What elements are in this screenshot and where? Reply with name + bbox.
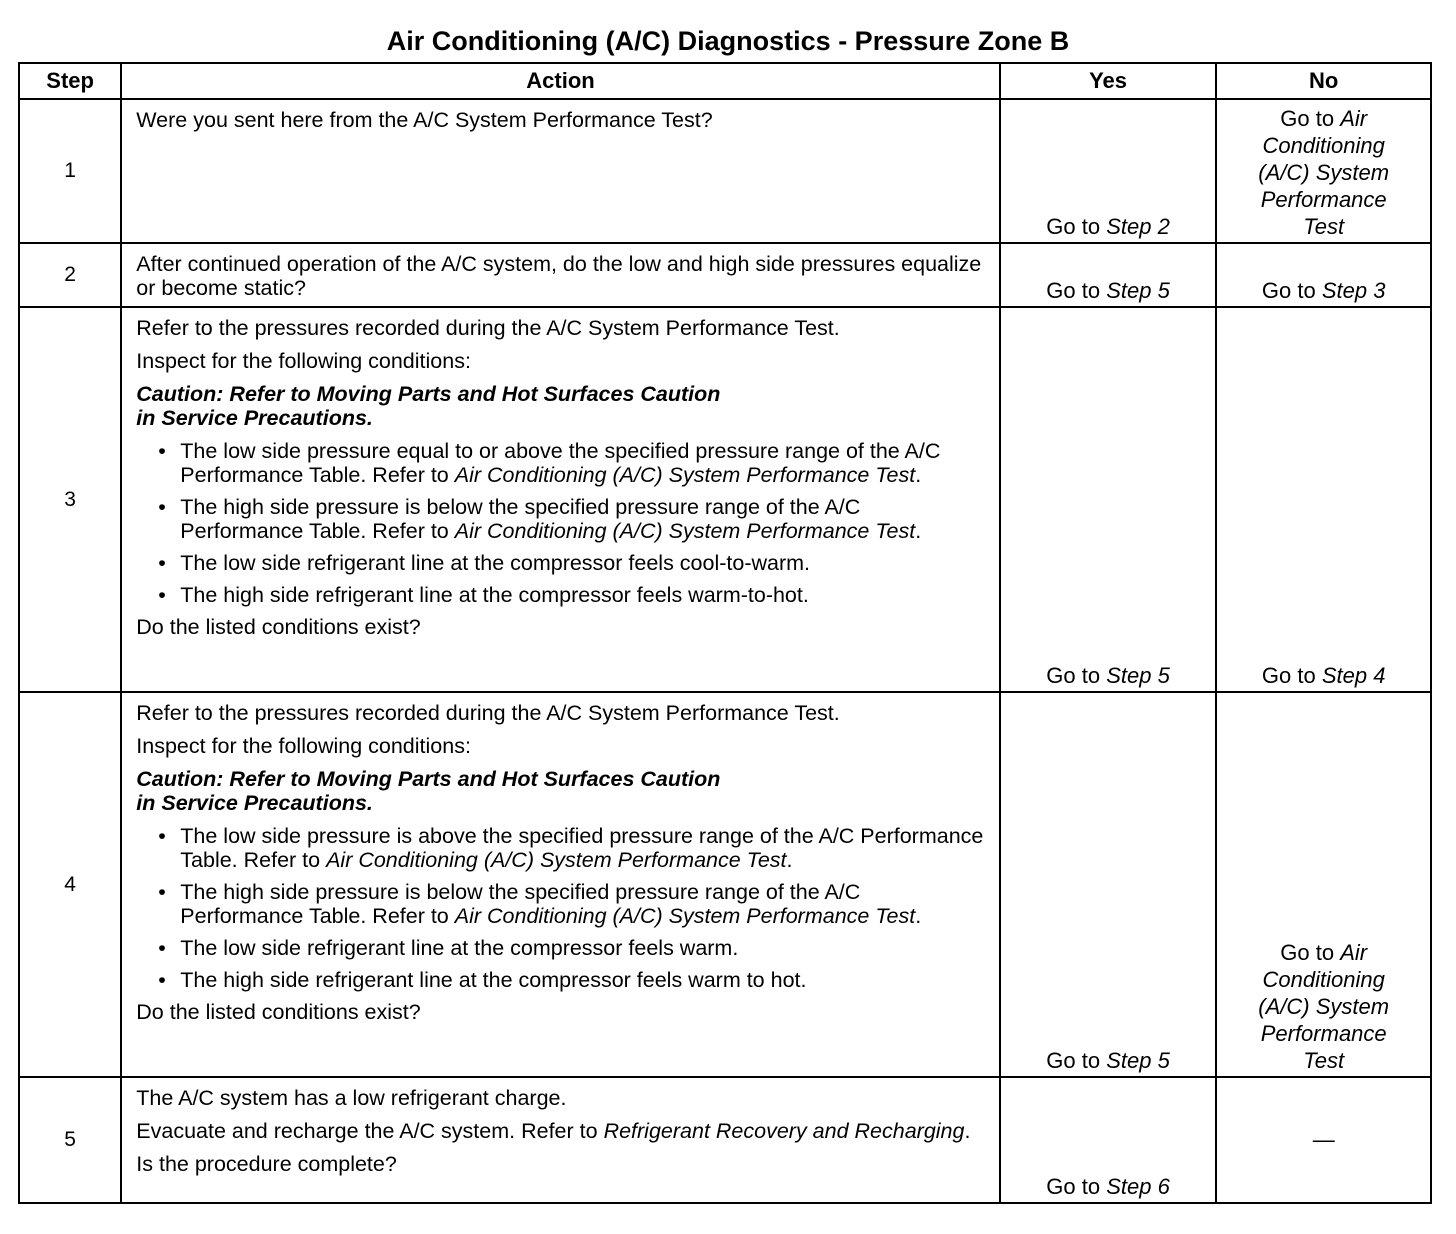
no-reference-link[interactable] [1217, 105, 1430, 240]
action-statement: The A/C system has a low refrigerant charge. [136, 1086, 567, 1110]
reference-link[interactable]: Air Conditioning (A/C) System Performance Test [454, 519, 916, 543]
no-prefix: Go to [1280, 940, 1341, 965]
no-step-link[interactable]: Step 3 [1321, 278, 1386, 303]
header-action: Action [121, 63, 999, 99]
no-ref-part: (A/C) System [1258, 160, 1390, 185]
condition-list [136, 439, 986, 607]
yes-prefix: Go to [1046, 1048, 1107, 1073]
punctuation: . [915, 519, 922, 543]
punctuation: . [786, 848, 793, 872]
no-reference-link[interactable] [1217, 939, 1430, 1074]
action-cell [121, 243, 999, 307]
condition-text: The low side pressure equal to or above the specified pressure range of the A/C Performance Table. Refer to [180, 439, 941, 487]
no-step-link[interactable]: Step 4 [1321, 663, 1386, 688]
action-cell [121, 692, 999, 1077]
bullet-icon: • [158, 439, 166, 463]
action-cell [121, 307, 999, 692]
header-yes: Yes [1000, 63, 1217, 99]
yes-step-link[interactable]: Step 5 [1106, 278, 1170, 303]
reference-link[interactable]: Refrigerant Recovery and Recharging [603, 1119, 965, 1143]
no-cell [1216, 243, 1431, 307]
condition-text: The high side pressure is below the specified pressure range of the A/C Performance Table. Refer to [180, 495, 861, 543]
action-intro: Refer to the pressures recorded during the A/C System Performance Test. [136, 316, 840, 340]
bullet-icon: • [158, 968, 166, 992]
step-number: 3 [19, 307, 121, 692]
bullet-icon: • [158, 880, 166, 904]
list-item [158, 583, 986, 607]
table-row-step-1 [19, 99, 1431, 243]
action-question: Do the listed conditions exist? [136, 1000, 421, 1024]
table-row-step-4 [19, 692, 1431, 1077]
yes-prefix: Go to [1046, 214, 1107, 239]
yes-prefix: Go to [1046, 278, 1107, 303]
no-ref-part: Test [1303, 214, 1345, 239]
bullet-icon: • [158, 495, 166, 519]
list-item [158, 968, 986, 992]
list-item [158, 936, 986, 960]
condition-text: The high side refrigerant line at the compressor feels warm-to-hot. [180, 583, 809, 607]
step-number: 5 [19, 1077, 121, 1203]
bullet-icon: • [158, 824, 166, 848]
no-ref-part: Conditioning [1262, 967, 1385, 992]
action-question: Is the procedure complete? [136, 1152, 397, 1176]
yes-prefix: Go to [1046, 663, 1107, 688]
no-ref-part: Air [1340, 106, 1368, 131]
action-cell [121, 99, 999, 243]
bullet-icon: • [158, 583, 166, 607]
condition-text: The low side refrigerant line at the compressor feels warm. [180, 936, 739, 960]
punctuation: . [915, 463, 922, 487]
no-prefix: Go to [1261, 278, 1322, 303]
yes-prefix: Go to [1046, 1174, 1107, 1199]
no-dash: — [1312, 1126, 1335, 1152]
yes-cell [1000, 99, 1217, 243]
condition-text: The low side pressure is above the specified pressure range of the A/C Performance Table. Refer to [180, 824, 984, 872]
no-ref-part: Conditioning [1262, 133, 1385, 158]
action-intro: Refer to the pressures recorded during the A/C System Performance Test. [136, 701, 840, 725]
header-row [19, 63, 1431, 99]
no-ref-part: Performance [1260, 187, 1387, 212]
action-question: Were you sent here from the A/C System Performance Test? [136, 108, 713, 132]
list-item [158, 880, 986, 928]
no-cell [1216, 692, 1431, 1077]
yes-step-link[interactable]: Step 5 [1106, 663, 1170, 688]
reference-link[interactable]: Air Conditioning (A/C) System Performance Test [326, 848, 787, 872]
reference-link[interactable]: Air Conditioning (A/C) System Performance Test [454, 904, 916, 928]
condition-text: The high side pressure is below the specified pressure range of the A/C Performance Table. Refer to [180, 880, 861, 928]
yes-step-link[interactable]: Step 5 [1106, 1048, 1170, 1073]
diagnostic-table [18, 62, 1432, 1204]
table-row-step-2 [19, 243, 1431, 307]
yes-cell [1000, 1077, 1217, 1203]
caution-line: in Service Precautions. [136, 791, 373, 815]
no-ref-part: Air [1340, 940, 1368, 965]
no-cell [1216, 99, 1431, 243]
caution-note [136, 767, 986, 815]
header-step: Step [19, 63, 121, 99]
no-prefix: Go to [1261, 663, 1322, 688]
action-instruction [136, 1119, 986, 1143]
list-item [158, 551, 986, 575]
no-prefix: Go to [1280, 106, 1341, 131]
table-row-step-3 [19, 307, 1431, 692]
list-item [158, 824, 986, 872]
yes-cell [1000, 692, 1217, 1077]
action-question: After continued operation of the A/C system, do the low and high side pressures equalize or become static? [136, 252, 982, 300]
yes-cell [1000, 243, 1217, 307]
bullet-icon: • [158, 936, 166, 960]
page-title: Air Conditioning (A/C) Diagnostics - Pressure Zone B [386, 26, 1070, 56]
punctuation: . [915, 904, 922, 928]
header-no: No [1216, 63, 1431, 99]
condition-text: The low side refrigerant line at the compressor feels cool-to-warm. [180, 551, 811, 575]
condition-list [136, 824, 986, 992]
caution-line: Caution: Refer to Moving Parts and Hot Surfaces Caution [136, 767, 721, 791]
step-number: 2 [19, 243, 121, 307]
caution-line: Caution: Refer to Moving Parts and Hot Surfaces Caution [136, 382, 721, 406]
list-item [158, 439, 986, 487]
no-cell [1216, 307, 1431, 692]
action-question: Do the listed conditions exist? [136, 615, 421, 639]
no-ref-part: Test [1303, 1048, 1345, 1073]
action-cell [121, 1077, 999, 1203]
punctuation: . [964, 1119, 971, 1143]
no-ref-part: (A/C) System [1258, 994, 1390, 1019]
caution-note [136, 382, 986, 430]
list-item [158, 495, 986, 543]
action-inspect: Inspect for the following conditions: [136, 734, 471, 758]
instruction-text: Evacuate and recharge the A/C system. Refer to [136, 1119, 604, 1143]
caution-line: in Service Precautions. [136, 406, 373, 430]
action-inspect: Inspect for the following conditions: [136, 349, 471, 373]
step-number: 4 [19, 692, 121, 1077]
yes-cell [1000, 307, 1217, 692]
no-ref-part: Performance [1260, 1021, 1387, 1046]
condition-text: The high side refrigerant line at the compressor feels warm to hot. [180, 968, 807, 992]
no-cell [1216, 1077, 1431, 1203]
yes-step-link[interactable]: Step 2 [1106, 214, 1170, 239]
yes-step-link[interactable]: Step 6 [1106, 1174, 1170, 1199]
reference-link[interactable]: Air Conditioning (A/C) System Performance Test [454, 463, 916, 487]
table-row-step-5 [19, 1077, 1431, 1203]
step-number: 1 [19, 99, 121, 243]
bullet-icon: • [158, 551, 166, 575]
